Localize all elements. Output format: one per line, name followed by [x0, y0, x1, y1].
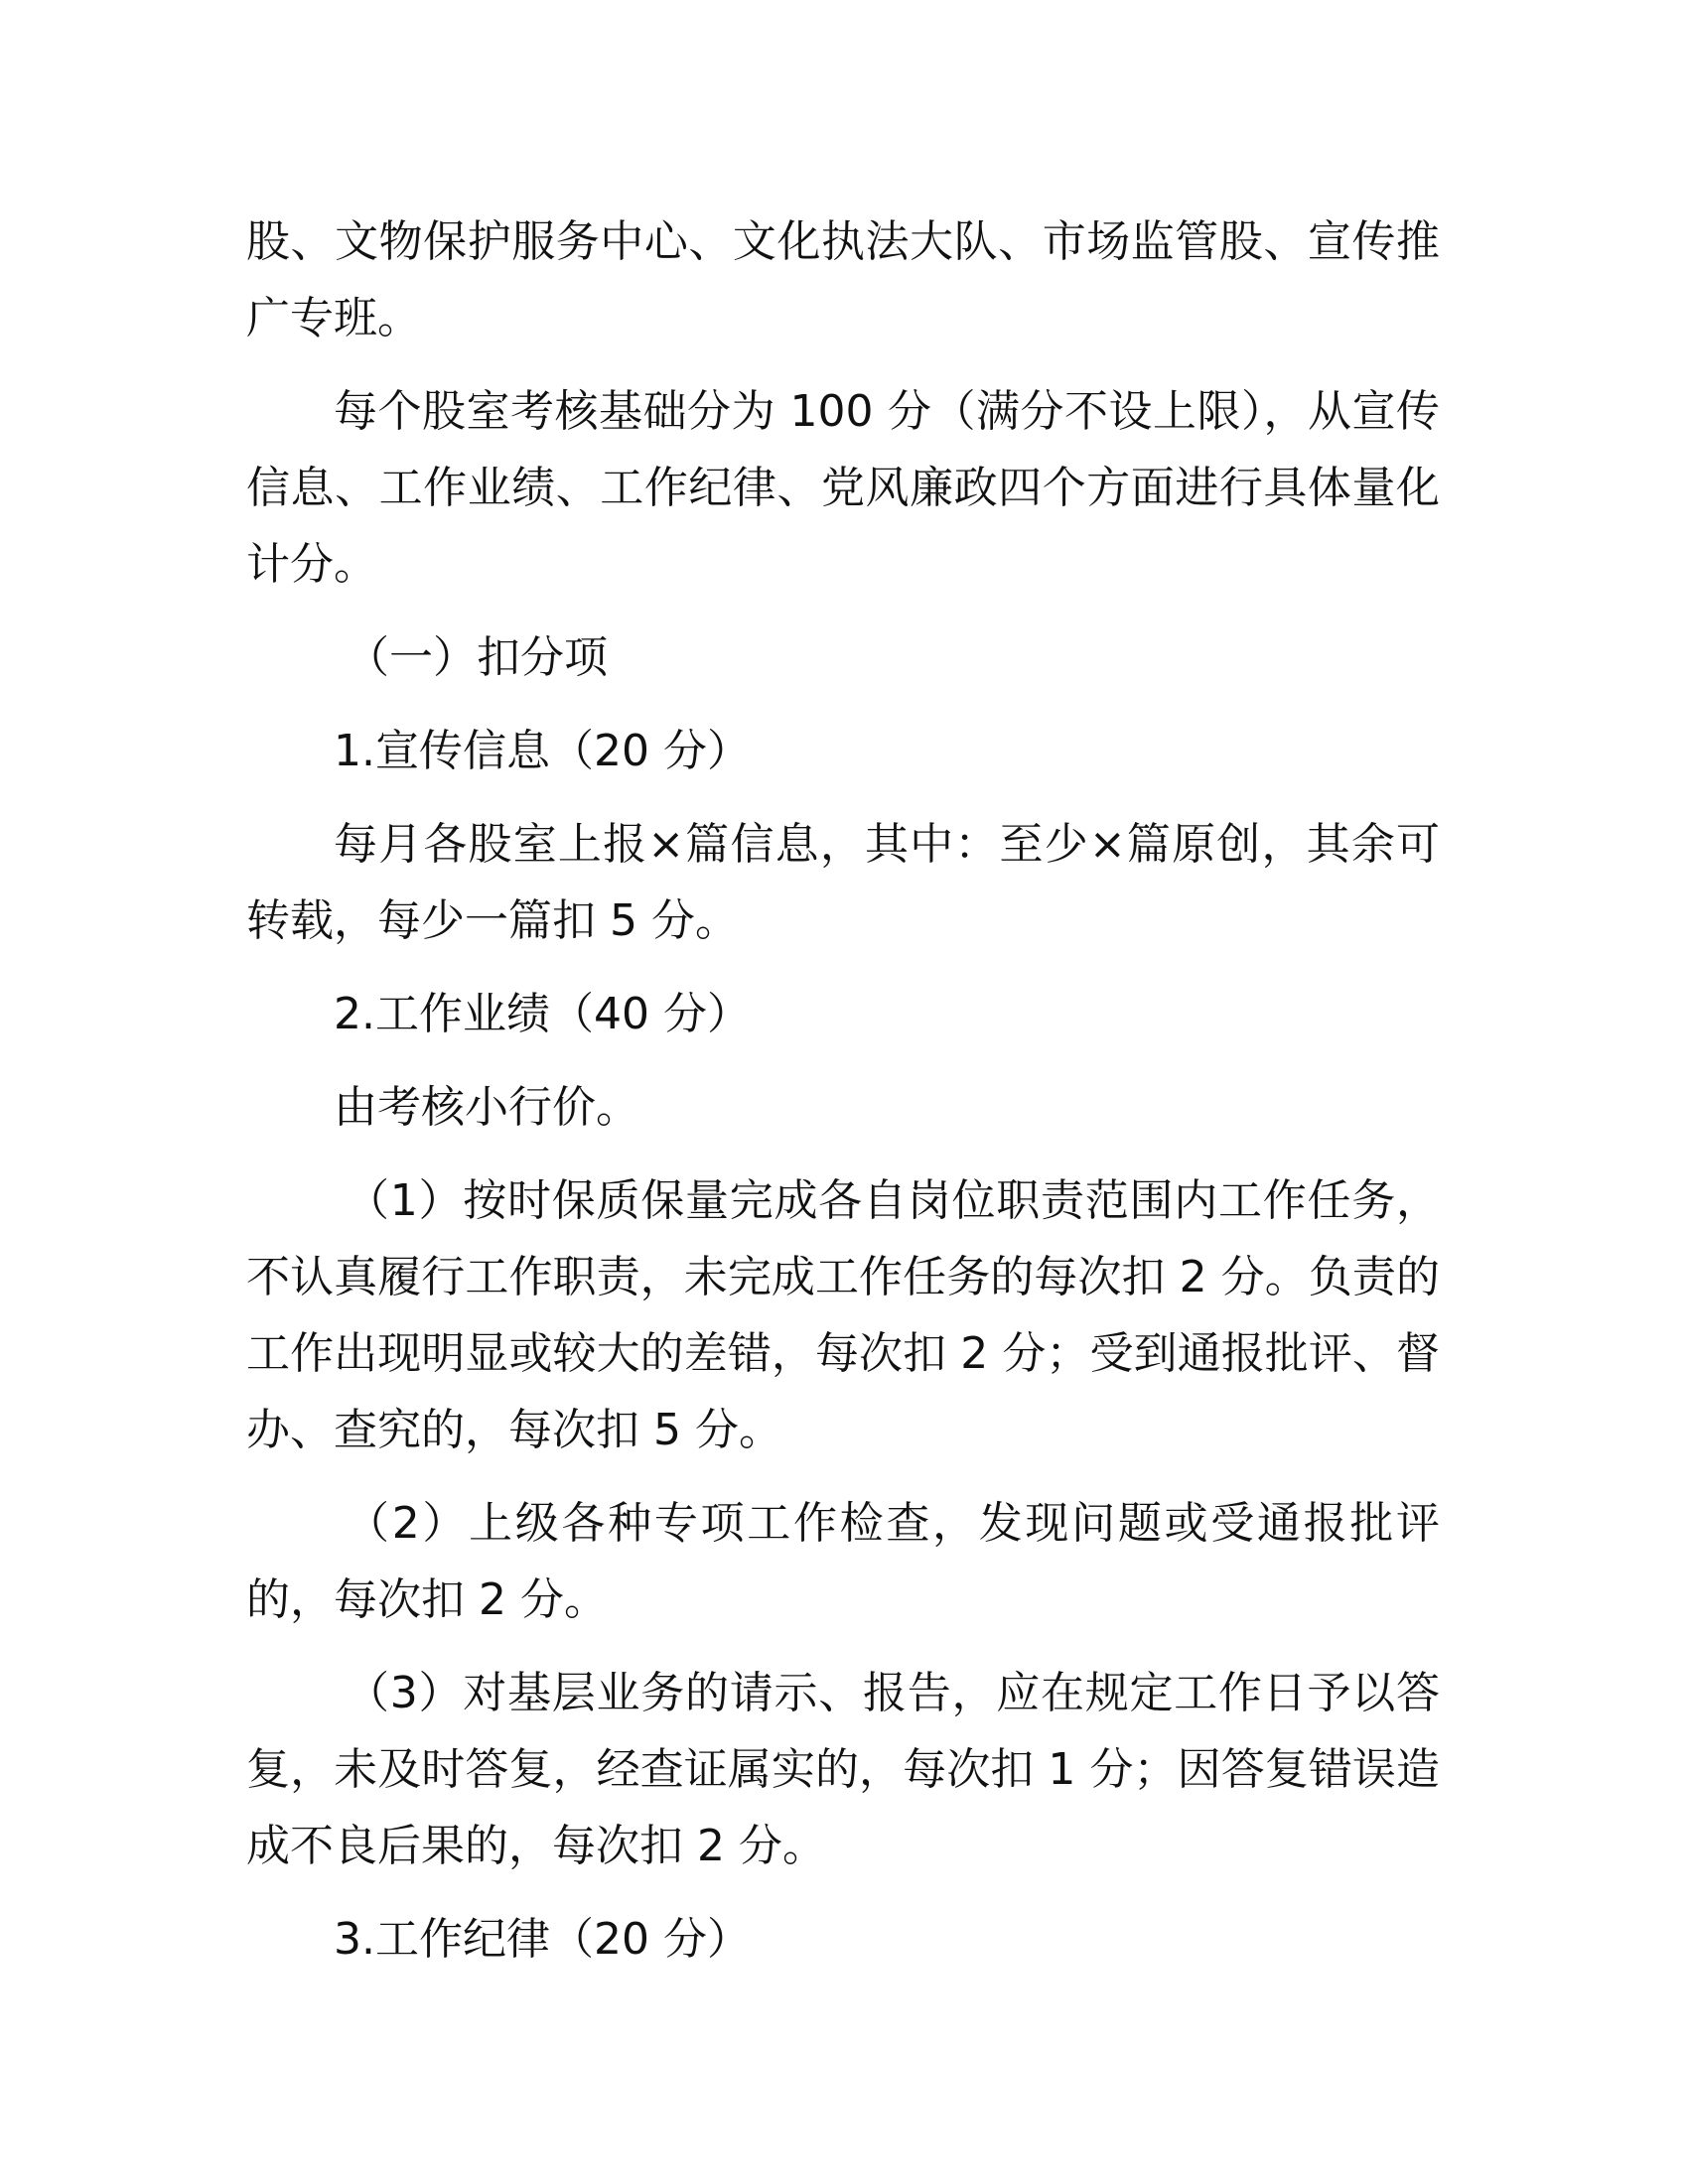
- paragraph-continuation: 股、文物保护服务中心、文化执法大队、市场监管股、宣传推广专班。: [246, 216, 1440, 343]
- document-page: [246, 204, 1440, 1994]
- paragraph-publicity-info: 每月各股室上报×篇信息，其中：至少×篇原创，其余可转载，每少一篇扣 5 分。: [246, 819, 1440, 946]
- paragraph-scoring-basis: 每个股室考核基础分为 100 分（满分不设上限），从宣传信息、工作业绩、工作纪律、党风廉政四个方面进行具体量化计分。: [246, 386, 1440, 590]
- subheading-publicity-info: 1.宣传信息（20 分）: [334, 726, 751, 776]
- subheading-work-discipline: 3.工作纪律（20 分）: [334, 1914, 751, 1965]
- paragraph-item-1: （1）按时保质保量完成各自岗位职责范围内工作任务，不认真履行工作职责，未完成工作任务的每次扣 2 分。负责的工作出现明显或较大的差错，每次扣 2 分；受到通报批评、督办、查究的，每次扣 5 分。: [246, 1175, 1440, 1455]
- paragraph-item-3: （3）对基层业务的请示、报告，应在规定工作日予以答复，未及时答复，经查证属实的，每次扣 1 分；因答复错误造成不良后果的，每次扣 2 分。: [246, 1668, 1440, 1871]
- paragraph-evaluator: 由考核小行价。: [334, 1082, 639, 1133]
- paragraph-item-2: （2）上级各种专项工作检查，发现问题或受通报批评的，每次扣 2 分。: [246, 1498, 1440, 1625]
- section-heading-deductions: （一）扣分项: [346, 632, 608, 683]
- subheading-work-performance: 2.工作业绩（40 分）: [334, 989, 751, 1039]
